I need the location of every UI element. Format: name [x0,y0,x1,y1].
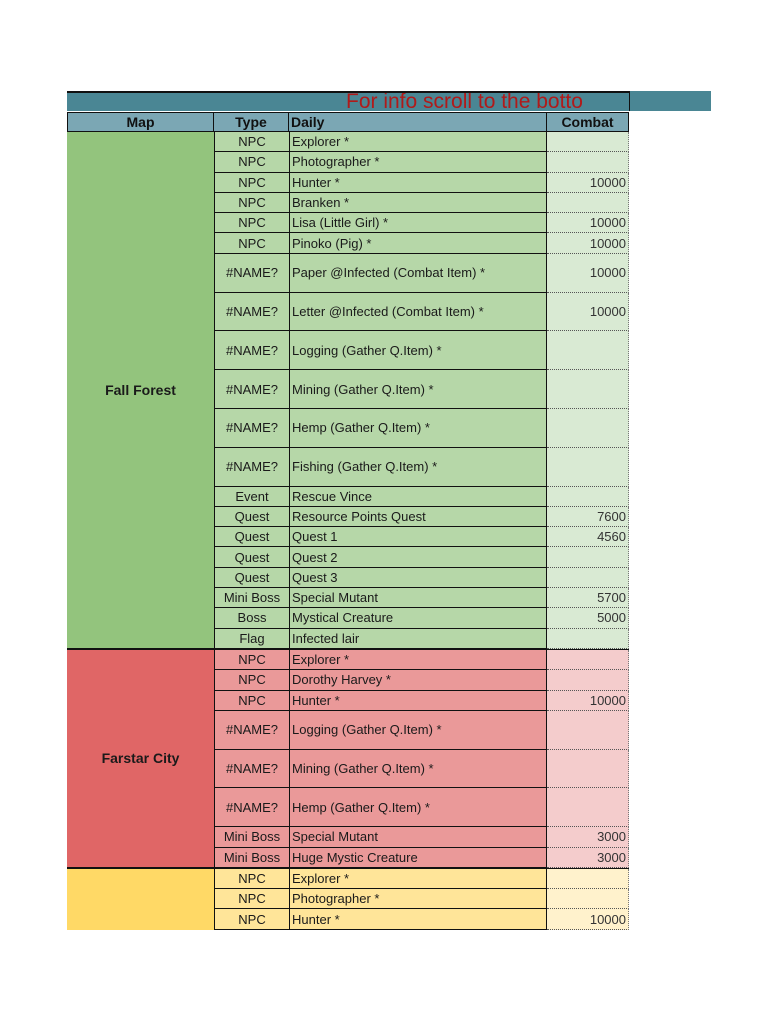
header-type[interactable]: Type [214,112,289,132]
type-cell[interactable]: NPC [214,233,289,253]
type-cell[interactable]: NPC [214,173,289,193]
table-row [214,848,629,868]
daily-cell[interactable]: Hemp (Gather Q.Item) * [289,788,547,827]
table-row [214,173,629,193]
table-row [214,527,629,547]
type-cell[interactable]: NPC [214,869,289,889]
daily-cell[interactable]: Hunter * [289,691,547,711]
daily-cell[interactable]: Pinoko (Pig) * [289,233,547,253]
type-cell[interactable]: #NAME? [214,293,289,332]
row-group [214,869,629,930]
combat-cell[interactable] [547,448,629,487]
combat-cell[interactable] [547,331,629,370]
type-cell[interactable]: NPC [214,670,289,690]
type-cell[interactable]: Flag [214,629,289,649]
daily-cell[interactable]: Photographer * [289,152,547,172]
combat-cell[interactable] [547,889,629,909]
type-cell[interactable]: #NAME? [214,409,289,448]
type-cell[interactable]: #NAME? [214,331,289,370]
combat-cell[interactable] [547,132,629,152]
combat-cell[interactable]: 10000 [547,254,629,293]
table-row [214,650,629,670]
combat-cell[interactable]: 10000 [547,173,629,193]
daily-cell[interactable]: Logging (Gather Q.Item) * [289,331,547,370]
table-row [214,448,629,487]
type-cell[interactable]: NPC [214,132,289,152]
table-row [214,788,629,827]
combat-cell[interactable]: 3000 [547,827,629,847]
table-row [214,869,629,889]
combat-cell[interactable]: 10000 [547,233,629,253]
combat-cell[interactable]: 10000 [547,691,629,711]
table-row [214,507,629,527]
table-row [214,711,629,750]
row-group [214,132,629,649]
combat-cell[interactable] [547,409,629,448]
daily-cell[interactable]: Resource Points Quest [289,507,547,527]
daily-cell[interactable]: Logging (Gather Q.Item) * [289,711,547,750]
table-row [214,409,629,448]
section-farstar-city [67,649,629,868]
type-cell[interactable]: Mini Boss [214,588,289,608]
daily-cell[interactable]: Letter @Infected (Combat Item) * [289,293,547,332]
table-row [214,487,629,507]
daily-cell[interactable]: Huge Mystic Creature [289,848,547,868]
spreadsheet-grid [67,132,629,930]
type-cell[interactable]: Quest [214,547,289,567]
type-cell[interactable]: #NAME? [214,750,289,789]
table-row [214,132,629,152]
header-map[interactable]: Map [67,112,214,132]
type-cell[interactable]: Quest [214,527,289,547]
type-cell[interactable]: NPC [214,193,289,213]
daily-cell[interactable]: Hemp (Gather Q.Item) * [289,409,547,448]
type-cell[interactable]: NPC [214,691,289,711]
type-cell[interactable]: Quest [214,507,289,527]
section-third-map [67,868,629,930]
type-cell[interactable]: #NAME? [214,711,289,750]
combat-cell[interactable] [547,370,629,409]
table-row [214,293,629,332]
table-row [214,670,629,690]
table-row [214,254,629,293]
table-row [214,152,629,172]
type-cell[interactable]: Mini Boss [214,848,289,868]
combat-cell[interactable] [547,750,629,789]
type-cell[interactable]: Mini Boss [214,827,289,847]
combat-cell[interactable] [547,568,629,588]
type-cell[interactable]: NPC [214,889,289,909]
daily-cell[interactable]: Mystical Creature [289,608,547,628]
combat-cell[interactable] [547,869,629,889]
combat-cell[interactable] [547,193,629,213]
combat-cell[interactable]: 10000 [547,213,629,233]
combat-cell[interactable] [547,670,629,690]
table-row [214,827,629,847]
type-cell[interactable]: #NAME? [214,254,289,293]
type-cell[interactable]: NPC [214,152,289,172]
type-cell[interactable]: #NAME? [214,370,289,409]
combat-cell[interactable]: 3000 [547,848,629,868]
table-row [214,750,629,789]
table-row [214,233,629,253]
daily-cell[interactable]: Paper @Infected (Combat Item) * [289,254,547,293]
daily-cell[interactable]: Hunter * [289,173,547,193]
table-row [214,889,629,909]
combat-cell[interactable]: 5700 [547,588,629,608]
table-row [214,629,629,649]
table-row [214,213,629,233]
title-text: For info scroll to the botto [346,91,583,111]
table-row [214,568,629,588]
column-divider [629,91,630,111]
daily-cell[interactable]: Quest 2 [289,547,547,567]
header-combat[interactable]: Combat [547,112,629,132]
table-row [214,909,629,929]
combat-cell[interactable]: 10000 [547,293,629,332]
daily-cell[interactable]: Quest 3 [289,568,547,588]
combat-cell[interactable] [547,629,629,649]
combat-cell[interactable]: 7600 [547,507,629,527]
combat-cell[interactable] [547,152,629,172]
daily-cell[interactable]: Hunter * [289,909,547,929]
combat-cell[interactable]: 4560 [547,527,629,547]
daily-cell[interactable]: Dorothy Harvey * [289,670,547,690]
daily-cell[interactable]: Infected lair [289,629,547,649]
section-fall-forest [67,132,629,649]
type-cell[interactable]: #NAME? [214,448,289,487]
type-cell[interactable]: NPC [214,650,289,670]
type-cell[interactable]: Boss [214,608,289,628]
map-cell[interactable]: Farstar City [67,650,214,868]
header-daily[interactable]: Daily [289,112,547,132]
daily-cell[interactable]: Explorer * [289,132,547,152]
type-cell[interactable]: NPC [214,909,289,929]
table-row [214,691,629,711]
table-row [214,331,629,370]
combat-cell[interactable] [547,711,629,750]
daily-cell[interactable]: Fishing (Gather Q.Item) * [289,448,547,487]
column-headers [67,112,629,132]
title-banner [67,91,711,111]
map-cell[interactable]: Fall Forest [67,132,214,649]
daily-cell[interactable]: Explorer * [289,869,547,889]
combat-cell[interactable] [547,547,629,567]
table-row [214,608,629,628]
table-row [214,547,629,567]
daily-cell[interactable]: Quest 1 [289,527,547,547]
type-cell[interactable]: NPC [214,213,289,233]
combat-cell[interactable] [547,788,629,827]
daily-cell[interactable]: Mining (Gather Q.Item) * [289,370,547,409]
type-cell[interactable]: Quest [214,568,289,588]
daily-cell[interactable]: Lisa (Little Girl) * [289,213,547,233]
daily-cell[interactable]: Photographer * [289,889,547,909]
type-cell[interactable]: #NAME? [214,788,289,827]
daily-cell[interactable]: Rescue Vince [289,487,547,507]
table-row [214,370,629,409]
daily-cell[interactable]: Branken * [289,193,547,213]
row-group [214,650,629,868]
combat-cell[interactable]: 10000 [547,909,629,929]
daily-cell[interactable]: Special Mutant [289,588,547,608]
table-row [214,588,629,608]
combat-cell[interactable] [547,650,629,670]
combat-cell[interactable]: 5000 [547,608,629,628]
type-cell[interactable]: Event [214,487,289,507]
table-row [214,193,629,213]
map-cell[interactable] [67,869,214,930]
daily-cell[interactable]: Special Mutant [289,827,547,847]
daily-cell[interactable]: Explorer * [289,650,547,670]
daily-cell[interactable]: Mining (Gather Q.Item) * [289,750,547,789]
combat-cell[interactable] [547,487,629,507]
title-cell[interactable] [67,91,629,111]
